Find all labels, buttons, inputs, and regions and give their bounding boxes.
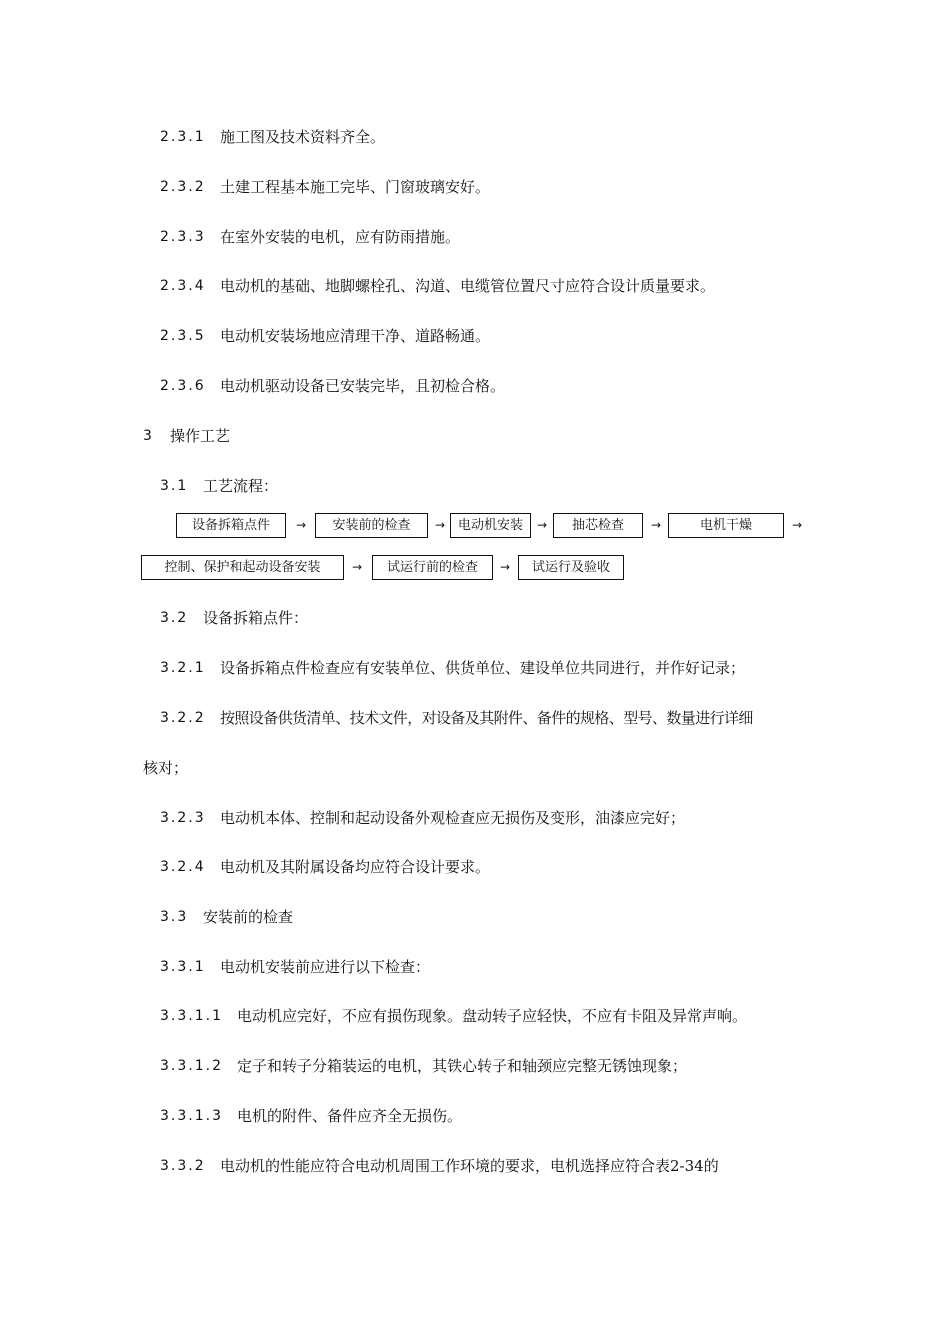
flow-step-control-install: 控制、保护和起动设备安装 bbox=[141, 555, 344, 580]
clause-text: 设备拆箱点件检查应有安装单位、供货单位、建设单位共同进行，并作好记录； bbox=[220, 659, 746, 677]
flow-step-pre-install-check: 安装前的检查 bbox=[315, 513, 428, 538]
clause-text: 电动机本体、控制和起动设备外观检查应无损伤及变形，油漆应完好； bbox=[220, 809, 686, 827]
clause-number: 2.3.6 bbox=[160, 378, 206, 394]
clause-number: 3.3.1.1 bbox=[160, 1008, 223, 1024]
clause-text: 按照设备供货清单、技术文件，对设备及其附件、备件的规格、型号、数量进行详细 bbox=[220, 709, 753, 727]
clause-text: 电机的附件、备件应齐全无损伤。 bbox=[237, 1107, 463, 1125]
clause-text: 电动机的基础、地脚螺栓孔、沟道、电缆管位置尺寸应符合设计质量要求。 bbox=[220, 277, 716, 295]
section-title: 操作工艺 bbox=[170, 427, 231, 445]
arrow-icon: → bbox=[651, 518, 662, 532]
flow-step-unpack: 设备拆箱点件 bbox=[176, 513, 286, 538]
flow-step-motor-install: 电动机安装 bbox=[450, 513, 531, 538]
flow-step-motor-drying: 电机干燥 bbox=[668, 513, 784, 538]
clause-text: 定子和转子分箱装运的电机，其铁心转子和轴颈应完整无锈蚀现象； bbox=[237, 1057, 688, 1075]
clause-number: 3.3.1 bbox=[160, 959, 206, 975]
clause-number: 2.3.1 bbox=[160, 129, 206, 145]
clause-text: 电动机及其附属设备均应符合设计要求。 bbox=[220, 858, 491, 876]
clause-number: 3.2.1 bbox=[160, 660, 206, 676]
arrow-icon: → bbox=[537, 518, 548, 532]
clause-number: 2.3.4 bbox=[160, 278, 206, 294]
clause-text: 电动机应完好，不应有损伤现象。盘动转子应轻快，不应有卡阻及异常声响。 bbox=[237, 1007, 748, 1025]
arrow-icon: → bbox=[352, 560, 363, 574]
clause-number: 3.2.4 bbox=[160, 859, 206, 875]
clause-text: 核对； bbox=[143, 759, 189, 777]
section-number: 3 bbox=[143, 428, 154, 444]
clause-number: 3.3.1.2 bbox=[160, 1058, 223, 1074]
clause-text: 施工图及技术资料齐全。 bbox=[220, 128, 386, 146]
clause-number: 3.3 bbox=[160, 909, 189, 925]
arrow-icon: → bbox=[500, 560, 511, 574]
arrow-icon: → bbox=[792, 518, 803, 532]
clause-number: 2.3.5 bbox=[160, 328, 206, 344]
clause-number: 2.3.3 bbox=[160, 229, 206, 245]
clause-text: 土建工程基本施工完毕、门窗玻璃安好。 bbox=[220, 178, 491, 196]
clause-number: 3.2.2 bbox=[160, 710, 206, 726]
clause-number: 3.3.2 bbox=[160, 1158, 206, 1174]
clause-number: 3.1 bbox=[160, 478, 189, 494]
clause-number: 3.3.1.3 bbox=[160, 1108, 223, 1124]
clause-text: 电动机安装场地应清理干净、道路畅通。 bbox=[220, 327, 491, 345]
clause-number: 3.2 bbox=[160, 610, 189, 626]
clause-text: 设备拆箱点件： bbox=[203, 609, 309, 627]
clause-text: 电动机驱动设备已安装完毕，且初检合格。 bbox=[220, 377, 506, 395]
clause-text: 安装前的检查 bbox=[203, 908, 294, 926]
flow-step-core-check: 抽芯检查 bbox=[553, 513, 643, 538]
clause-text: 在室外安装的电机，应有防雨措施。 bbox=[220, 228, 461, 246]
clause-text: 电动机安装前应进行以下检查： bbox=[220, 958, 431, 976]
flow-step-trial-run: 试运行及验收 bbox=[518, 555, 624, 580]
clause-number: 2.3.2 bbox=[160, 179, 206, 195]
clause-text: 电动机的性能应符合电动机周围工作环境的要求，电机选择应符合表2-34的 bbox=[220, 1157, 719, 1175]
flow-step-pre-run-check: 试运行前的检查 bbox=[372, 555, 493, 580]
clause-text: 工艺流程： bbox=[203, 477, 279, 495]
arrow-icon: → bbox=[435, 518, 446, 532]
arrow-icon: → bbox=[296, 518, 307, 532]
clause-number: 3.2.3 bbox=[160, 810, 206, 826]
